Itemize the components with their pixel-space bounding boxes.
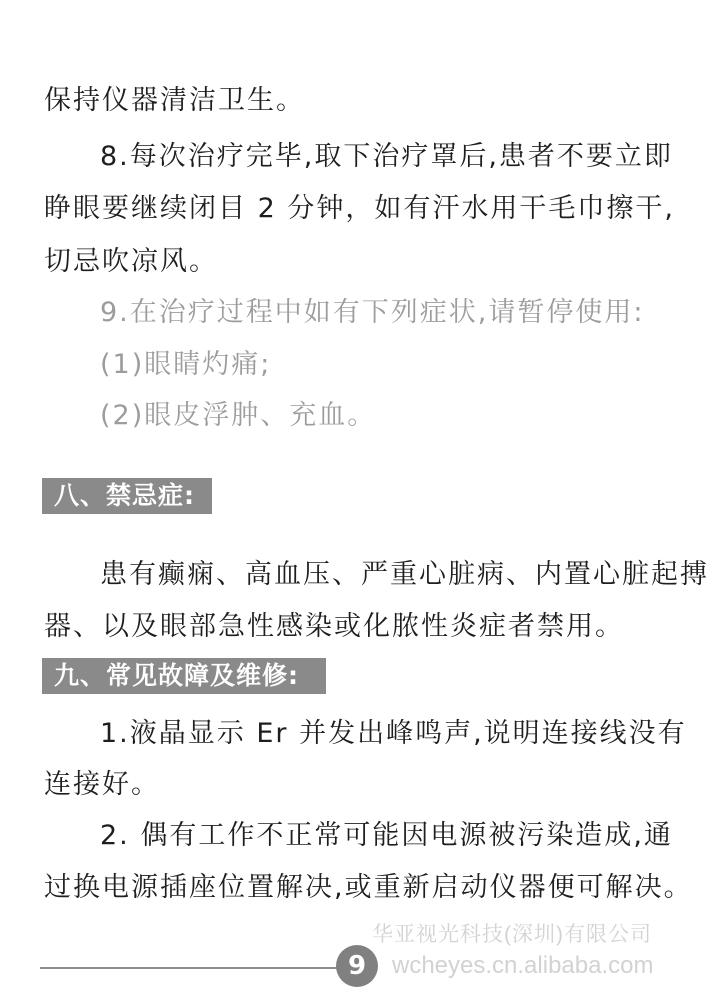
section-heading-contraindications: 八、禁忌症: (42, 478, 212, 514)
text-line: 器、以及眼部急性感染或化脓性炎症者禁用。 (44, 611, 624, 642)
text-line: (2)眼皮浮肿、充血。 (100, 400, 377, 431)
text-line: 8.每次治疗完毕,取下治疗罩后,患者不要立即 (100, 141, 673, 172)
text-line: 睁眼要继续闭目 2 分钟，如有汗水用干毛巾擦干, (44, 193, 675, 224)
text-line: 9.在治疗过程中如有下列症状,请暂停使用: (100, 297, 645, 328)
text-line: 切忌吹凉风。 (44, 246, 218, 277)
text-line: (1)眼睛灼痛; (100, 349, 272, 380)
watermark-company: 华亚视光科技(深圳)有限公司 (372, 923, 652, 946)
footer-divider (40, 967, 340, 969)
watermark-site: wcheyes.cn.alibaba.com (392, 952, 654, 979)
page-number-badge: 9 (336, 945, 378, 987)
text-line: 2. 偶有工作不正常可能因电源被污染造成,通 (100, 820, 673, 851)
text-line: 1.液晶显示 Er 并发出峰鸣声,说明连接线没有 (100, 718, 687, 749)
text-line: 患有癫痫、高血压、严重心脏病、内置心脏起搏 (100, 559, 709, 590)
text-line: 连接好。 (44, 769, 160, 800)
section-heading-troubleshooting: 九、常见故障及维修: (42, 658, 326, 694)
text-line: 过换电源插座位置解决,或重新启动仪器便可解决。 (44, 872, 693, 903)
text-line: 保持仪器清洁卫生。 (44, 85, 305, 116)
